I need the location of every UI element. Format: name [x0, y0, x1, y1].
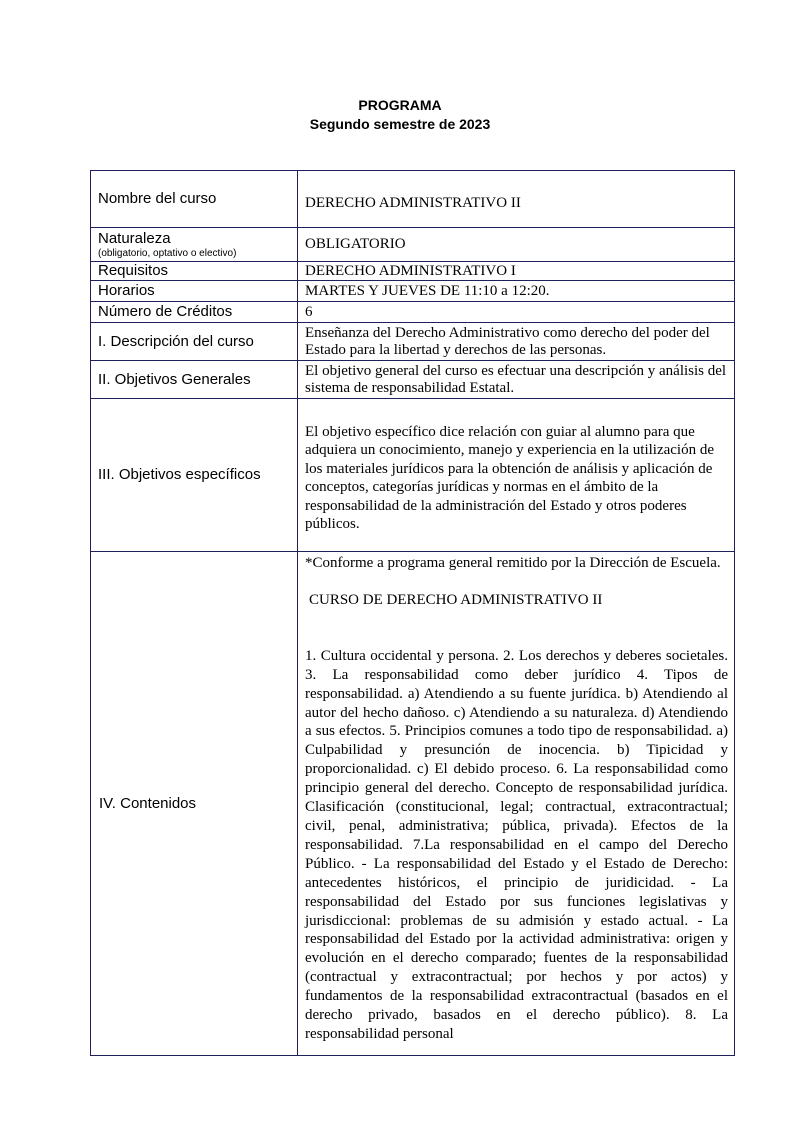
course-program-table — [90, 170, 735, 1056]
row-credits — [91, 302, 735, 323]
schedule-label: Horarios — [91, 281, 298, 302]
nature-label-cell — [91, 228, 298, 262]
specific-objectives-value: El objetivo específico dice relación con guiar al alumno para que adquiera un conocimiento, manejo y experiencia en la utilización de los materiales jurídicos para la obtención de análisis y aplicación de conceptos, categorías jurídicas y normas en el ámbito de la responsabilidad de la administración del Estado y otros poderes públicos. — [298, 399, 735, 552]
contents-label: IV. Contenidos — [91, 552, 298, 1056]
credits-label: Número de Créditos — [91, 302, 298, 323]
general-objectives-value: El objetivo general del curso es efectuar una descripción y análisis del sistema de responsabilidad Estatal. — [298, 361, 735, 399]
requirements-value: DERECHO ADMINISTRATIVO I — [298, 262, 735, 281]
nature-value: OBLIGATORIO — [298, 228, 735, 262]
course-name-value: DERECHO ADMINISTRATIVO II — [298, 171, 735, 228]
schedule-value: MARTES Y JUEVES DE 11:10 a 12:20. — [298, 281, 735, 302]
credits-value: 6 — [298, 302, 735, 323]
row-contents — [91, 552, 735, 1056]
document-title: PROGRAMA — [358, 97, 442, 113]
description-label: I. Descripción del curso — [91, 323, 298, 361]
course-name-label: Nombre del curso — [91, 171, 298, 228]
row-description — [91, 323, 735, 361]
row-schedule — [91, 281, 735, 302]
nature-label: Naturaleza — [98, 229, 171, 247]
document-subtitle: Segundo semestre de 2023 — [309, 116, 491, 132]
row-nature — [91, 228, 735, 262]
specific-objectives-label: III. Objetivos específicos — [91, 399, 298, 552]
contents-heading: CURSO DE DERECHO ADMINISTRATIVO II — [309, 591, 603, 608]
nature-sublabel: (obligatorio, optativo o electivo) — [98, 247, 237, 259]
general-objectives-label: II. Objetivos Generales — [91, 361, 298, 399]
row-requirements — [91, 262, 735, 281]
contents-value-cell — [298, 552, 735, 1056]
row-course-name — [91, 171, 735, 228]
contents-body: 1. Cultura occidental y persona. 2. Los derechos y deberes societales. 3. La responsabilidad como deber jurídico 4. Tipos de responsabilidad. a) Atendiendo a su fuente jurídica. b) Atendiendo al autor del hecho dañoso. c) Atendiendo a su naturaleza. d) Atendiendo a sus efectos. 5. Principios comunes a todo tipo de responsabilidad. a) Culpabilidad y presunción de inocencia. b) Tipicidad y proporcionalidad. c) El debido proceso. 6. La responsabilidad como principio general del derecho. Concepto de responsabilidad jurídica. Clasificación (constitucional, legal; contractual, extracontractual; civil, penal, administrativa; pública, privada). Efectos de la responsabilidad. 7.La responsabilidad en el campo del Derecho Público. - La responsabilidad del Estado y el Estado de Derecho: antecedentes históricos, el principio de juridicidad. - La responsabilidad del Estado por sus funciones legislativas y jurisdiccional: problemas de su admisión y estado actual. - La responsabilidad del Estado por la actividad administrativa: origen y evolución en el derecho comparado; fuentes de la responsabilidad (contractual y extracontractual; por hechos y por actos) y fundamentos de la responsabilidad extracontractual (basados en el derecho privado, basados en el derecho público). 8. La responsabilidad personal — [305, 647, 728, 1042]
contents-note: *Conforme a programa general remitido por la Dirección de Escuela. — [305, 555, 721, 571]
description-value: Enseñanza del Derecho Administrativo como derecho del poder del Estado para la libertad y derechos de las personas. — [298, 323, 735, 361]
page-title-block — [0, 96, 800, 134]
row-specific-objectives — [91, 399, 735, 552]
requirements-label: Requisitos — [91, 262, 298, 281]
row-general-objectives — [91, 361, 735, 399]
